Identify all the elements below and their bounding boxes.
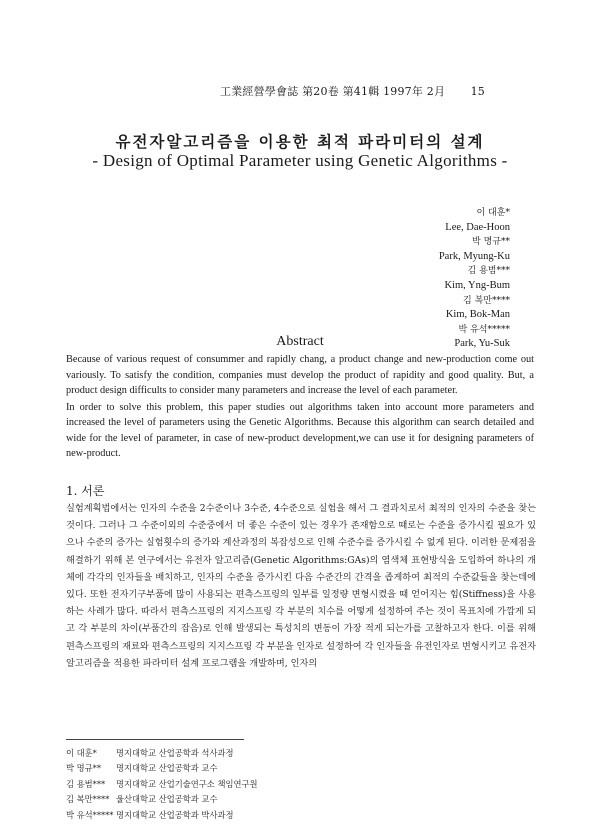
footnote (66, 777, 466, 792)
abstract-paragraph: Because of various request of consummer and rapidly chang, a product change and new-production come out variously. To satisfy the condition, companies must develop the product of rapidity and good quality. But, a product design difficults to consider many parameters and increase the level of each parameter. (66, 354, 534, 396)
author-name-korean: 김 복만**** (463, 295, 510, 306)
footnote (66, 808, 466, 823)
author-name-korean: 김 용범*** (467, 266, 510, 277)
author-name-korean: 이 대훈* (476, 208, 510, 218)
author-name-korean: 박 명규** (472, 237, 510, 248)
title-english: - Design of Optimal Parameter using Genetic Algorithms - (92, 151, 508, 170)
footnote-affiliation: 울산대학교 산업공학과 교수 (116, 794, 218, 805)
author-name-korean: 박 유석***** (458, 324, 510, 335)
footnote-author: 김 용범*** (66, 778, 106, 789)
footnote-affiliation: 명지대학교 산업공학과 교수 (116, 763, 218, 774)
title-korean: 유전자알고리즘을 이용한 최적 파라미터의 설계 (115, 132, 485, 151)
section-heading-introduction: 1. 서론 (66, 484, 105, 498)
page-number: 15 (470, 85, 485, 98)
footnote-affiliation: 명지대학교 산업기술연구소 책임연구원 (116, 778, 258, 789)
abstract-paragraph: In order to solve this problem, this paper studies out algorithms taken into account more parameters and increased the level of parameters using the Genetic Algorithms. Because this algorithm can search detailed and wide for the level of parameter, in case of new-product development,we can use it for designing parameters of new-product. (66, 401, 534, 459)
author-name-english: Lee, Dae-Hoon (445, 221, 510, 233)
footnote-author: 이 대훈* (66, 748, 97, 758)
footnote-author: 박 명규** (66, 763, 101, 774)
body-paragraph: 실험계획법에서는 인자의 수준을 2수준이나 3수준, 4수준으로 실험을 해서 그 결과치로서 최적의 인자의 수준을 찾는 것이다. 그러나 그 수준이외의 수준중에서 더 좋은 수준이 있는 경우가 존재함으로 때로는 수준을 증가시킬 필요가 있으나 수준의 증가는 실험횟수의 증가와 계산과정의 복잡성으로 인해 수준수를 증가시킬 수 없게 된다. 이러한 문제점을 해결하기 위해 본 연구에서는 유전자 알고리즘(Genetic Algorithms:GAs)의 염색체 표현방식을 도입하여 하나의 개체에 각각의 인자들을 배치하고, 인자의 수준을 증가시킨 다음 수준간의 간격을 좁게하여 최적의 수준값들을 찾는데에 있다. 또한 전자기구부품에 많이 사용되는 편측스프링의 일부를 일정량 변형시켰을 때 얻어지는 힘(Stiffness)을 사용하는 사례가 많다. 따라서 편측스프링의 지지스프링 각 부분의 치수를 어떻게 설정하여 주는 것이 목표치에 가깝게 되고 각 부분의 차이(부품간의 잡음)로 인해 발생되는 특성치의 변동이 가장 적게 되는가를 고찰하고자 한다. 이를 위해 편측스프링의 재료와 편측스프링의 지지스프링 각 부분을 인자로 설정하여 각 인자들을 유전인자로 변형시키고 유전자 알고리즘을 적용한 파라미터 설계 프로그램을 개발하며, 인자의 (66, 503, 536, 669)
footnote-divider (66, 739, 244, 740)
footnote-affiliation: 명지대학교 산업공학과 박사과정 (116, 809, 234, 820)
footnote (66, 792, 466, 807)
footnote-author: 김 복만**** (66, 794, 110, 805)
author-name-english: Kim, Yng-Bum (444, 279, 510, 291)
footnotes (66, 746, 466, 823)
footnote-affiliation: 명지대학교 산업공학과 석사과정 (116, 748, 234, 758)
journal-citation: 工業經營學會誌 第20卷 第41輯 1997年 2月 (220, 85, 446, 98)
footnote (66, 761, 466, 776)
author-name-english: Park, Myung-Ku (438, 250, 510, 262)
introduction-body (66, 500, 536, 672)
footnote-author: 박 유석***** (66, 809, 114, 820)
footnote (66, 746, 466, 761)
author-name-english: Park, Yu-Suk (454, 338, 510, 350)
running-header (220, 83, 485, 99)
abstract-body (66, 352, 534, 462)
author-name-english: Kim, Bok-Man (445, 309, 510, 321)
abstract-heading: Abstract (276, 334, 324, 349)
author-list (310, 206, 510, 352)
